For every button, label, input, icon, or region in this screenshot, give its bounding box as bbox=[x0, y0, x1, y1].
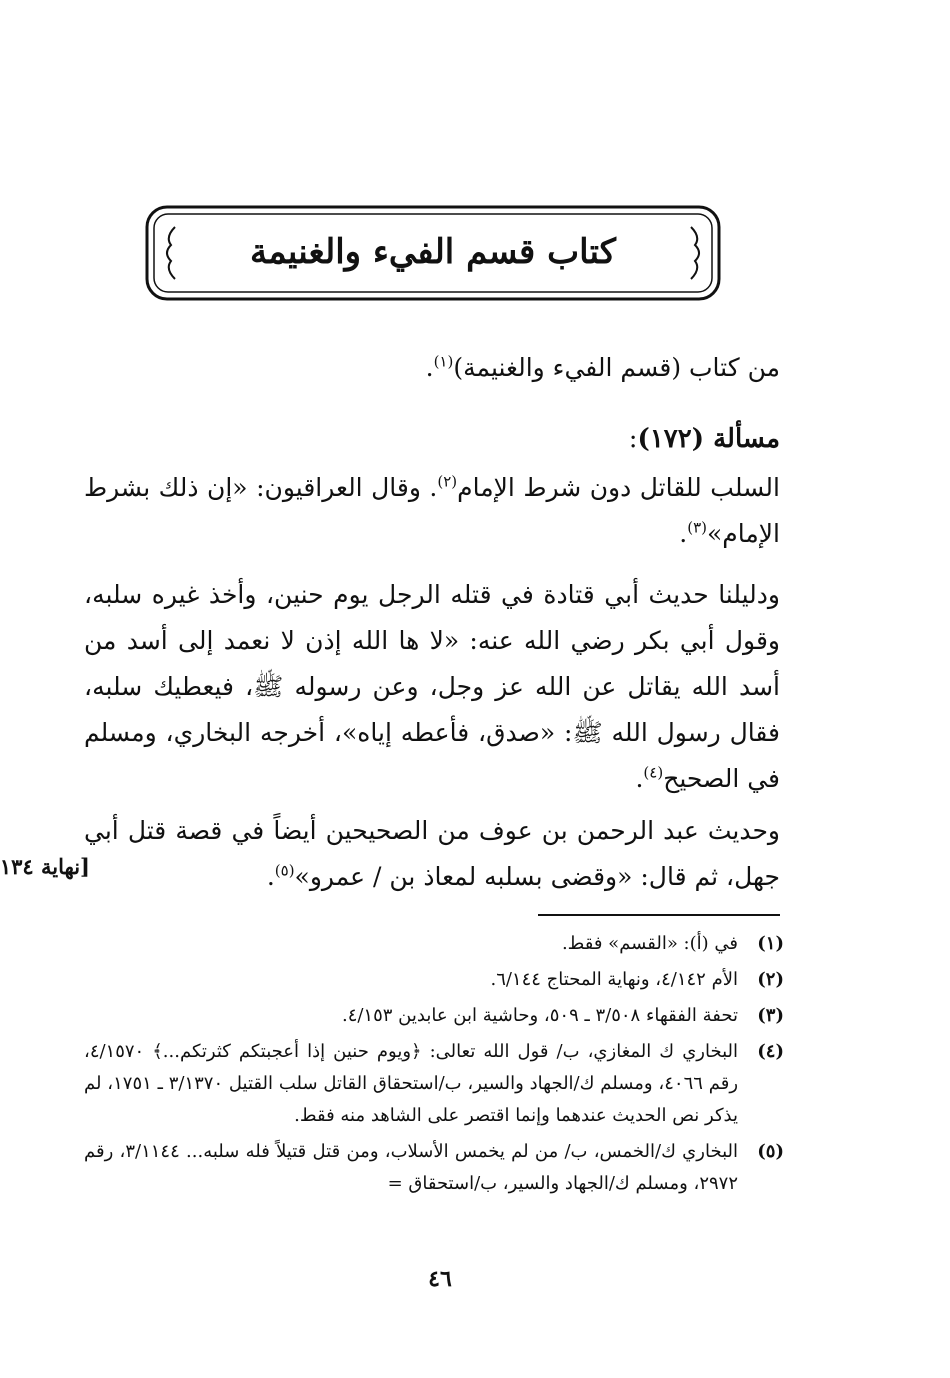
footnote-ref-4[interactable]: (٤) bbox=[643, 763, 664, 782]
footnote bbox=[84, 1136, 784, 1200]
footnote bbox=[84, 1000, 784, 1032]
page-number: ٤٦ bbox=[428, 1266, 452, 1292]
para3-text: وحديث عبد الرحمن بن عوف من الصحيحين أيضاً في قصة قتل أبي جهل، ثم قال: «وقضى بسلبه لمعاذ بن / عمرو» bbox=[84, 816, 780, 891]
footnote-number: (٣) bbox=[757, 1005, 784, 1026]
masala-heading bbox=[84, 416, 780, 462]
para1-part-c: . bbox=[679, 519, 688, 548]
footnote-number: (١) bbox=[757, 933, 784, 954]
footnote-text: البخاري ك المغازي، ب/ قول الله تعالى: ﴿ويوم حنين إذا أعجبتكم كثرتكم...﴾ ٤/١٥٧٠، رقم ٤٠٦٦، ومسلم ك/الجهاد والسير، ب/استحقاق القاتل سلب القتيل ٣/١٣٧٠ ـ ١٧٥١، لم يذكر نص الحديث عندهما وإنما اقتصر على الشاهد منه فقط. bbox=[84, 1041, 739, 1126]
masala-label: مسألة (١٧٢) bbox=[637, 424, 780, 454]
para1-part-b: . وقال العراقيون: «إن ذلك بشرط الإمام» bbox=[84, 473, 780, 548]
footnote-ref-3[interactable]: (٣) bbox=[687, 518, 707, 537]
para1-part-a: السلب للقاتل دون شرط الإمام bbox=[457, 473, 780, 502]
para2-end: . bbox=[635, 764, 644, 793]
footnotes bbox=[84, 928, 784, 1204]
chapter-title: كتاب قسم الفيء والغنيمة bbox=[250, 232, 616, 272]
paragraph-1 bbox=[84, 465, 780, 557]
masala-colon: : bbox=[628, 424, 638, 454]
footnote-number: (٥) bbox=[757, 1141, 784, 1162]
footnote-text: الأم ٤/١٤٢، ونهاية المحتاج ٦/١٤٤. bbox=[490, 969, 738, 990]
footnote-ref-1[interactable]: (١) bbox=[433, 352, 454, 371]
footnote-number: (٤) bbox=[757, 1041, 784, 1062]
footnote-text: تحفة الفقهاء ٣/٥٠٨ ـ ٥٠٩، وحاشية ابن عابدين ٤/١٥٣. bbox=[341, 1005, 738, 1026]
intro-text: من كتاب (قسم الفيء والغنيمة) bbox=[453, 353, 780, 382]
para3-end: . bbox=[266, 862, 275, 891]
intro-end: . bbox=[425, 353, 434, 382]
intro-line bbox=[84, 345, 780, 391]
footnote bbox=[84, 928, 784, 960]
footnote-ref-5[interactable]: (٥) bbox=[274, 861, 295, 880]
footnote bbox=[84, 1036, 784, 1132]
chapter-title-frame bbox=[145, 205, 721, 301]
para2-text: ودليلنا حديث أبي قتادة في قتله الرجل يوم حنين، وأخذ غيره سلبه، وقول أبي بكر رضي الله عنه: «لا ها الله إذن لا نعمد إلى أسد من أسد الله يقاتل عن الله عز وجل، وعن رسوله ﷺ، فيعطيك سلبه، فقال رسول الله ﷺ: «صدق، فأعطه إياه»، أخرجه البخاري، ومسلم في الصحيح bbox=[84, 580, 780, 793]
footnote-text: البخاري ك/الخمس، ب/ من لم يخمس الأسلاب، ومن قتل قتيلاً فله سلبه... ٣/١١٤٤، رقم ٢٩٧٢، ومسلم ك/الجهاد والسير، ب/استحقاق = bbox=[84, 1141, 738, 1194]
footnote-number: (٢) bbox=[757, 969, 784, 990]
paragraph-3 bbox=[84, 808, 780, 900]
footnote-text: في (أ): «القسم» فقط. bbox=[561, 933, 738, 954]
margin-note: [نهاية ١٣٤ bbox=[0, 854, 90, 879]
footnote-ref-2[interactable]: (٢) bbox=[437, 472, 458, 491]
footnote-divider bbox=[538, 914, 780, 916]
paragraph-2 bbox=[84, 572, 780, 802]
footnote bbox=[84, 964, 784, 996]
